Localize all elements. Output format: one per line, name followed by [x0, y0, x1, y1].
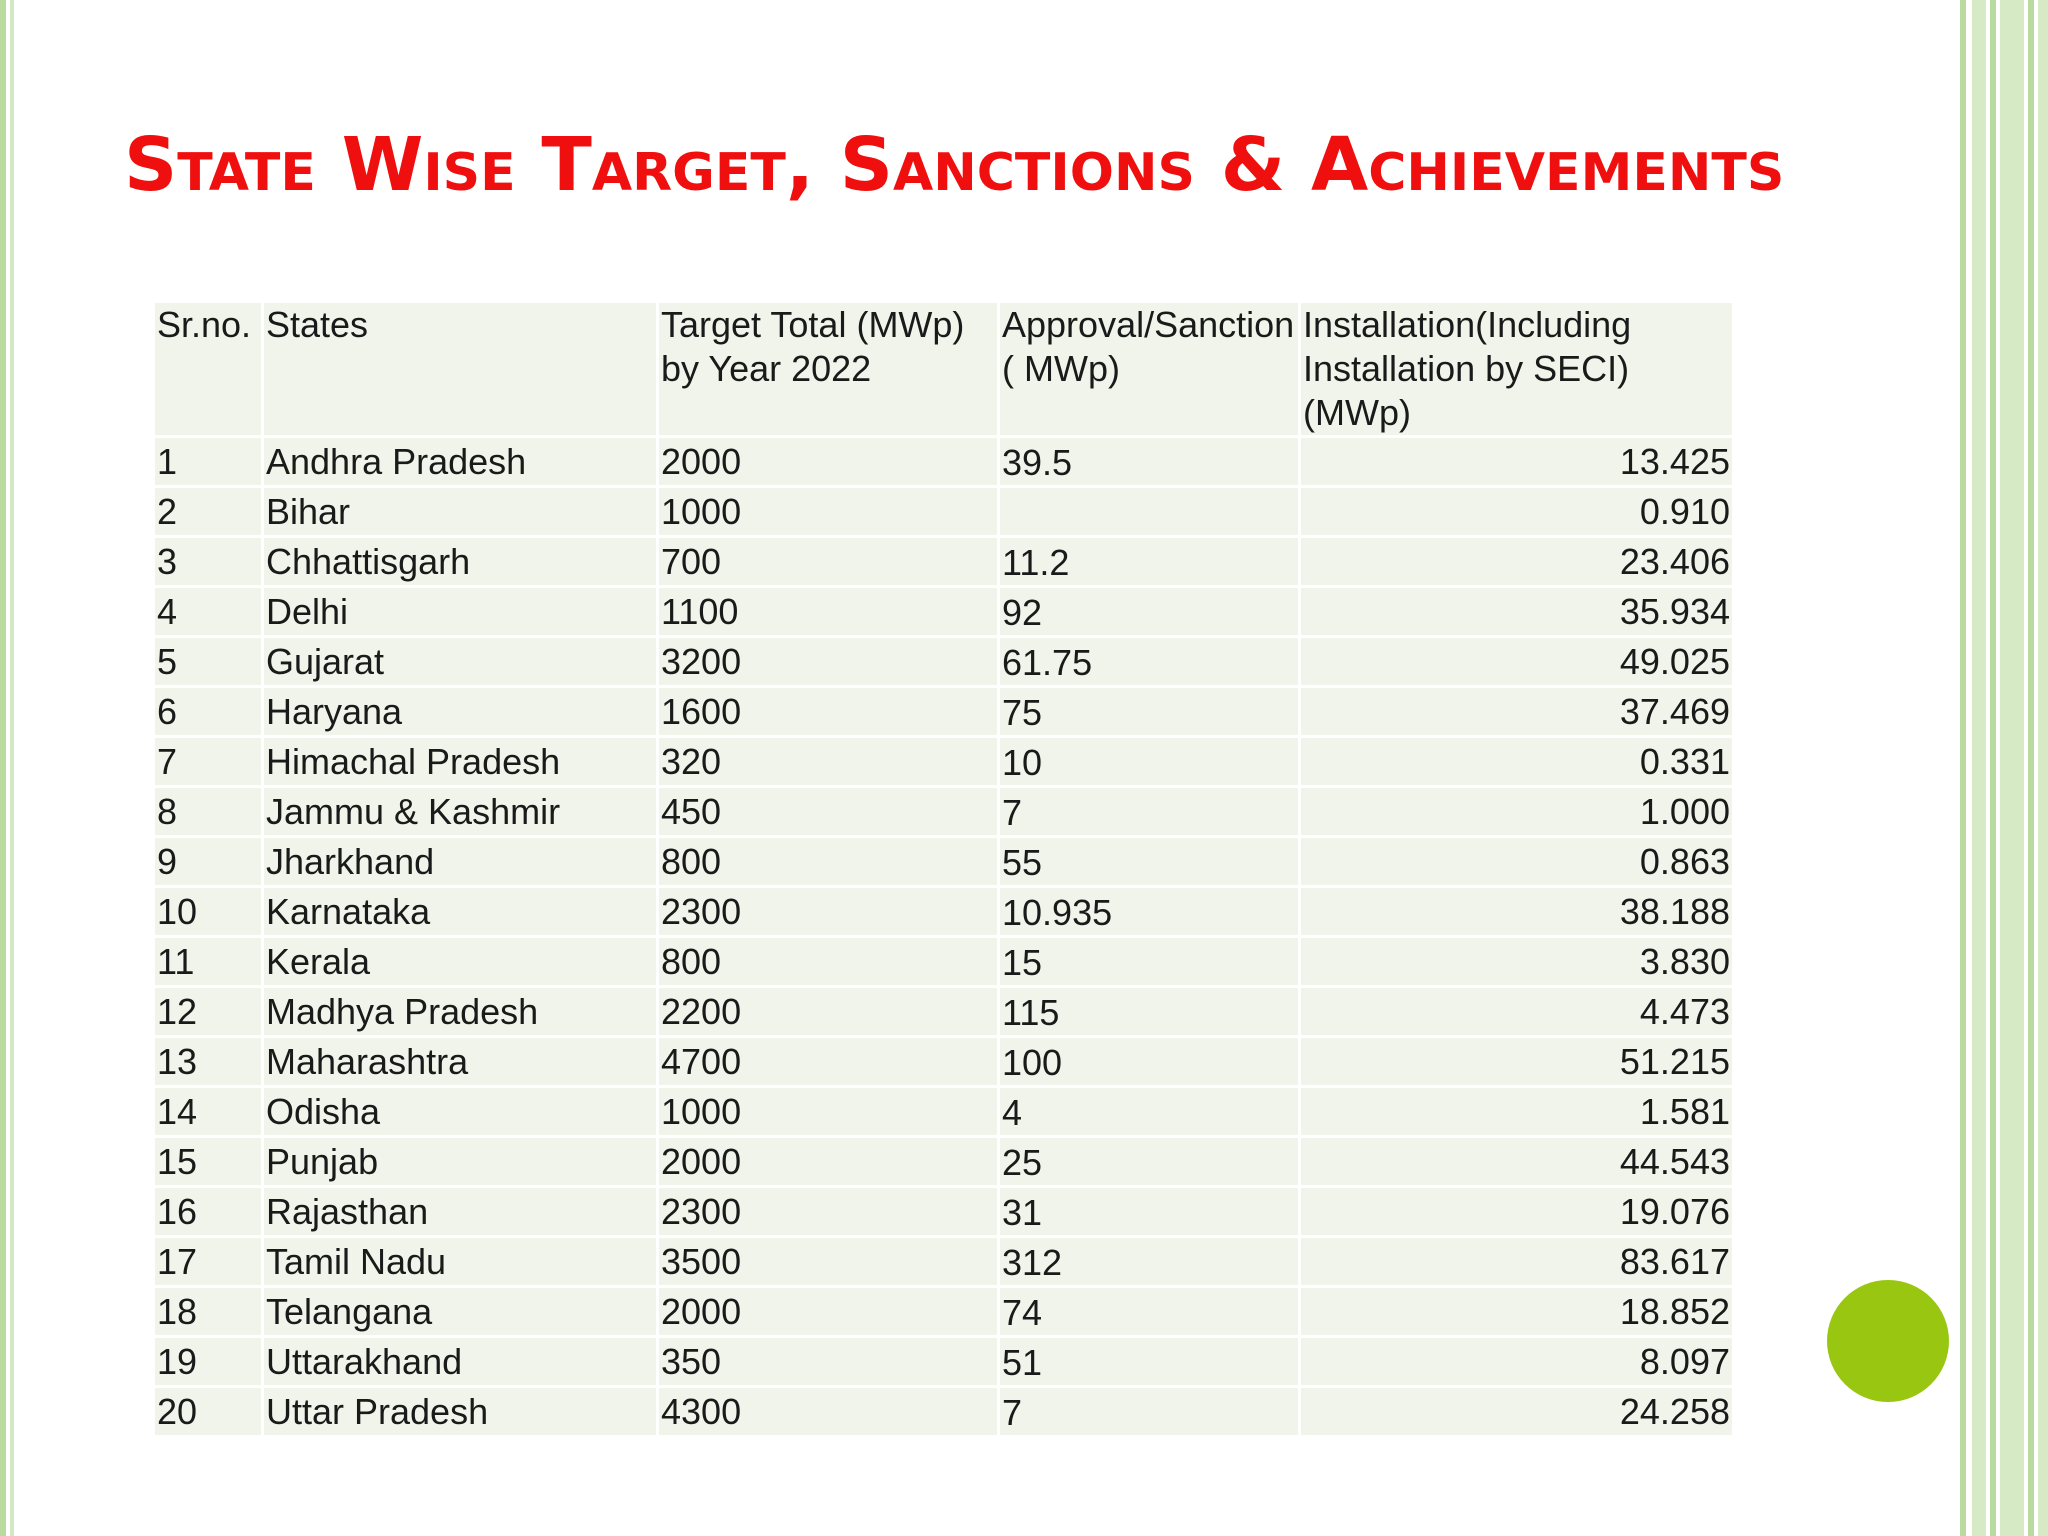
cell-state: Telangana	[264, 1288, 656, 1335]
cell-target: 2000	[659, 1288, 997, 1335]
table-row	[155, 1388, 1732, 1435]
cell-target: 4700	[659, 1038, 997, 1085]
header-sanction: Approval/Sanction ( MWp)	[1000, 303, 1298, 435]
cell-sr-no: 20	[155, 1388, 261, 1435]
table-row	[155, 1238, 1732, 1285]
cell-sr-no: 2	[155, 488, 261, 535]
cell-sr-no: 4	[155, 588, 261, 635]
cell-sanction: 92	[1000, 588, 1298, 635]
cell-installation: 44.543	[1301, 1138, 1732, 1185]
table-row	[155, 588, 1732, 635]
table-row	[155, 638, 1732, 685]
cell-sr-no: 7	[155, 738, 261, 785]
cell-sr-no: 15	[155, 1138, 261, 1185]
cell-state: Madhya Pradesh	[264, 988, 656, 1035]
cell-installation: 1.000	[1301, 788, 1732, 835]
cell-sr-no: 16	[155, 1188, 261, 1235]
table-row	[155, 988, 1732, 1035]
cell-state: Karnataka	[264, 888, 656, 935]
cell-target: 3500	[659, 1238, 997, 1285]
cell-target: 1100	[659, 588, 997, 635]
cell-installation: 0.863	[1301, 838, 1732, 885]
cell-installation: 4.473	[1301, 988, 1732, 1035]
table-row	[155, 488, 1732, 535]
cell-sanction: 7	[1000, 1388, 1298, 1435]
cell-sanction: 10.935	[1000, 888, 1298, 935]
state-wise-table	[152, 300, 1735, 1438]
cell-sr-no: 14	[155, 1088, 261, 1135]
cell-target: 700	[659, 538, 997, 585]
cell-installation: 13.425	[1301, 438, 1732, 485]
table-row	[155, 788, 1732, 835]
cell-sanction: 312	[1000, 1238, 1298, 1285]
cell-sanction: 11.2	[1000, 538, 1298, 585]
cell-sanction: 115	[1000, 988, 1298, 1035]
cell-state: Delhi	[264, 588, 656, 635]
cell-state: Uttarakhand	[264, 1338, 656, 1385]
cell-installation: 19.076	[1301, 1188, 1732, 1235]
cell-sanction: 39.5	[1000, 438, 1298, 485]
cell-target: 2000	[659, 438, 997, 485]
slide-title: State Wise Target, Sanctions & Achievements	[124, 122, 1785, 208]
cell-target: 2300	[659, 888, 997, 935]
cell-target: 2000	[659, 1138, 997, 1185]
cell-state: Himachal Pradesh	[264, 738, 656, 785]
cell-target: 2300	[659, 1188, 997, 1235]
cell-target: 450	[659, 788, 997, 835]
cell-sr-no: 18	[155, 1288, 261, 1335]
table-row	[155, 1288, 1732, 1335]
cell-installation: 24.258	[1301, 1388, 1732, 1435]
cell-installation: 1.581	[1301, 1088, 1732, 1135]
cell-sr-no: 9	[155, 838, 261, 885]
cell-target: 1000	[659, 488, 997, 535]
data-table-container	[152, 300, 1735, 1438]
cell-sanction: 55	[1000, 838, 1298, 885]
table-row	[155, 738, 1732, 785]
cell-state: Gujarat	[264, 638, 656, 685]
cell-sanction: 74	[1000, 1288, 1298, 1335]
cell-state: Haryana	[264, 688, 656, 735]
cell-sanction: 4	[1000, 1088, 1298, 1135]
table-row	[155, 838, 1732, 885]
cell-installation: 3.830	[1301, 938, 1732, 985]
cell-state: Jammu & Kashmir	[264, 788, 656, 835]
cell-sr-no: 10	[155, 888, 261, 935]
right-border-stripe	[2028, 0, 2034, 1536]
cell-sr-no: 12	[155, 988, 261, 1035]
table-row	[155, 1188, 1732, 1235]
cell-target: 3200	[659, 638, 997, 685]
header-sr-no: Sr.no.	[155, 303, 261, 435]
table-row	[155, 1088, 1732, 1135]
cell-sanction: 10	[1000, 738, 1298, 785]
table-row	[155, 1138, 1732, 1185]
cell-state: Odisha	[264, 1088, 656, 1135]
cell-sanction: 75	[1000, 688, 1298, 735]
cell-sanction	[1000, 488, 1298, 535]
table-row	[155, 1038, 1732, 1085]
cell-target: 350	[659, 1338, 997, 1385]
cell-installation: 35.934	[1301, 588, 1732, 635]
cell-sr-no: 13	[155, 1038, 261, 1085]
cell-installation: 37.469	[1301, 688, 1732, 735]
cell-installation: 0.331	[1301, 738, 1732, 785]
table-row	[155, 688, 1732, 735]
cell-sanction: 100	[1000, 1038, 1298, 1085]
right-border-stripe	[1972, 0, 1986, 1536]
cell-state: Rajasthan	[264, 1188, 656, 1235]
header-states: States	[264, 303, 656, 435]
table-row	[155, 1338, 1732, 1385]
right-border-stripe	[1960, 0, 1966, 1536]
cell-installation: 8.097	[1301, 1338, 1732, 1385]
table-header-row	[155, 303, 1732, 435]
cell-sr-no: 17	[155, 1238, 261, 1285]
cell-installation: 18.852	[1301, 1288, 1732, 1335]
cell-state: Tamil Nadu	[264, 1238, 656, 1285]
cell-sanction: 7	[1000, 788, 1298, 835]
cell-state: Kerala	[264, 938, 656, 985]
table-row	[155, 538, 1732, 585]
cell-installation: 49.025	[1301, 638, 1732, 685]
cell-sanction: 61.75	[1000, 638, 1298, 685]
cell-state: Uttar Pradesh	[264, 1388, 656, 1435]
table-row	[155, 438, 1732, 485]
table-body	[155, 438, 1732, 1435]
cell-sr-no: 1	[155, 438, 261, 485]
cell-state: Andhra Pradesh	[264, 438, 656, 485]
left-border-stripe	[0, 0, 6, 1536]
header-target: Target Total (MWp) by Year 2022	[659, 303, 997, 435]
cell-state: Bihar	[264, 488, 656, 535]
cell-sr-no: 11	[155, 938, 261, 985]
cell-state: Maharashtra	[264, 1038, 656, 1085]
cell-installation: 83.617	[1301, 1238, 1732, 1285]
cell-target: 1000	[659, 1088, 997, 1135]
cell-sr-no: 8	[155, 788, 261, 835]
cell-state: Punjab	[264, 1138, 656, 1185]
cell-installation: 0.910	[1301, 488, 1732, 535]
right-border-stripe	[2038, 0, 2048, 1536]
cell-installation: 23.406	[1301, 538, 1732, 585]
cell-state: Chhattisgarh	[264, 538, 656, 585]
cell-sanction: 15	[1000, 938, 1298, 985]
left-border-stripe-inner	[10, 0, 14, 1536]
header-installation: Installation(Including Installation by SECI)(MWp)	[1301, 303, 1732, 435]
table-row	[155, 888, 1732, 935]
cell-target: 320	[659, 738, 997, 785]
cell-target: 800	[659, 938, 997, 985]
cell-sr-no: 3	[155, 538, 261, 585]
cell-sr-no: 6	[155, 688, 261, 735]
cell-target: 800	[659, 838, 997, 885]
cell-target: 2200	[659, 988, 997, 1035]
cell-target: 4300	[659, 1388, 997, 1435]
cell-target: 1600	[659, 688, 997, 735]
decorative-green-circle	[1827, 1280, 1949, 1402]
cell-sanction: 25	[1000, 1138, 1298, 1185]
cell-installation: 51.215	[1301, 1038, 1732, 1085]
right-border-stripe	[1990, 0, 1996, 1536]
cell-sanction: 31	[1000, 1188, 1298, 1235]
cell-installation: 38.188	[1301, 888, 1732, 935]
cell-sr-no: 5	[155, 638, 261, 685]
right-border-stripe	[2000, 0, 2024, 1536]
cell-state: Jharkhand	[264, 838, 656, 885]
cell-sanction: 51	[1000, 1338, 1298, 1385]
cell-sr-no: 19	[155, 1338, 261, 1385]
table-row	[155, 938, 1732, 985]
